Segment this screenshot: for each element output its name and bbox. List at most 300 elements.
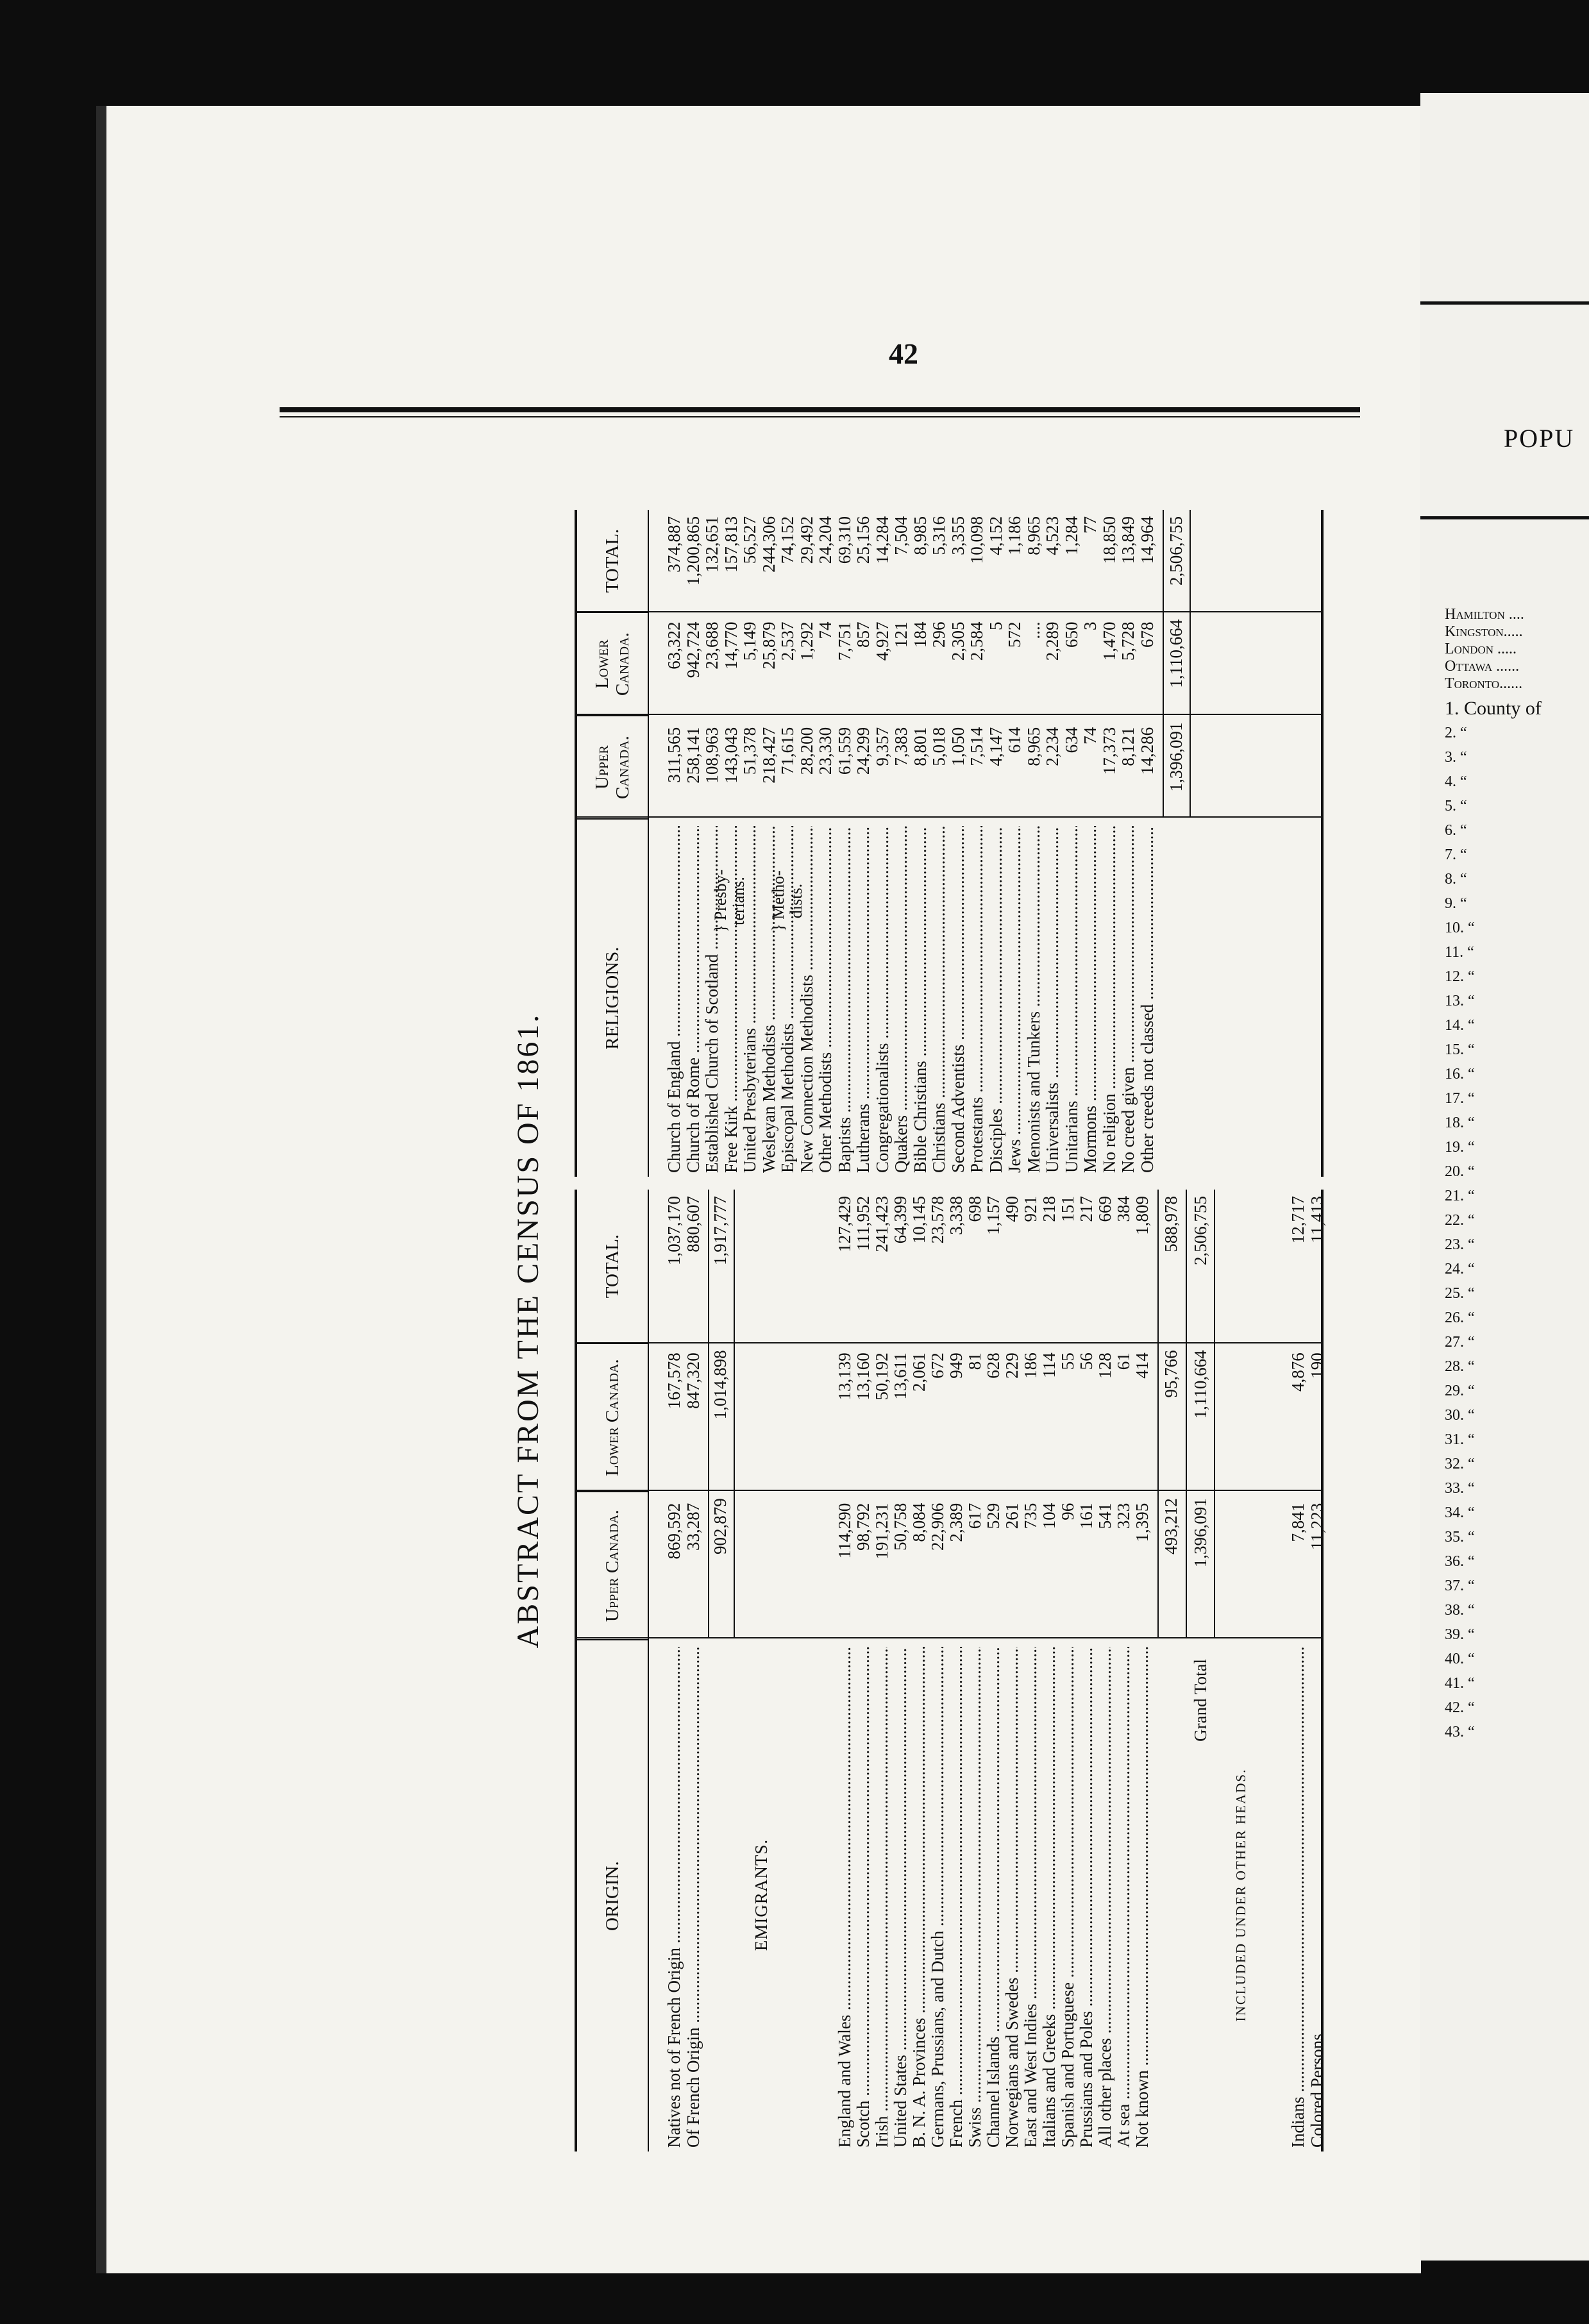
grand-total-row [1191,1190,1210,2151]
cell-lower: 1,470 [1099,621,1119,661]
included-heading: INCLUDED UNDER OTHER HEADS. [1233,1768,1248,2022]
cell-label: Church of Rome ..... [684,826,703,1177]
cell-total: 490 [1002,1196,1022,1222]
subtotal-rule [708,1190,709,1638]
cell-upper: 104 [1039,1503,1059,1529]
religion-row [1043,510,1062,1177]
cell-label: All other places ..... [1095,1647,1114,2151]
county-entry: 38. “ [1445,1602,1475,1619]
cell-upper: 74 [1080,727,1100,745]
emigrant-row [1077,1190,1096,2151]
county-entry: 42. “ [1445,1699,1475,1716]
cell-total: 218 [1039,1196,1059,1222]
cell-lower: 121 [891,621,911,648]
cell-label: Swiss ..... [965,1647,984,2151]
cell-label: Free Kirk ..... [721,826,741,1177]
county-entry: 16. “ [1445,1066,1475,1082]
cell-upper: 14,286 [1137,727,1157,775]
cell-total: 11,413 [1307,1196,1327,1243]
cell-upper: 634 [1061,727,1081,754]
cell-total: 2,506,755 [1166,516,1186,586]
cell-upper: 4,147 [986,727,1005,766]
cell-label: Prussians and Poles ..... [1077,1647,1096,2151]
cell-upper: 493,212 [1161,1498,1181,1554]
cell-total: 1,200,865 [683,516,703,585]
cell-label: Natives not of French Origin ..... [664,1647,684,2151]
cell-total: 14,964 [1137,516,1157,564]
cell-upper: 735 [1021,1503,1040,1529]
cell-lower: 650 [1061,621,1081,648]
cell-total: 132,651 [702,516,721,573]
emigrants-heading: EMIGRANTS. [752,1839,771,1951]
county-entry: 8. “ [1445,871,1467,888]
religion-row [853,510,873,1177]
subtotal-rule [1186,1190,1187,1638]
cell-lower: 2,289 [1043,621,1062,661]
cell-total: 111,952 [853,1196,873,1251]
cell-total: 151 [1058,1196,1077,1222]
cell-lower: 2,584 [967,621,986,661]
census-page [96,106,1421,2273]
emigrant-row [1002,1190,1022,2151]
county-entry: 10. “ [1445,920,1475,936]
religion-header: RELIGIONS. [577,818,648,1177]
cell-upper: 617 [965,1503,984,1529]
cell-lower: 942,724 [683,621,703,678]
cell-lower: 4,876 [1288,1352,1307,1392]
religion-row [948,510,968,1177]
cell-lower: 184 [910,621,930,648]
religion-row [1080,510,1100,1177]
city-entry: Hamilton .... [1445,606,1524,623]
cell-label: At sea ..... [1114,1647,1133,2151]
cell-upper: 7,383 [891,727,911,766]
emigrant-row [1095,1190,1114,2151]
cell-total: 921 [1021,1196,1040,1222]
cell-label: Colored Persons ..... [1307,1647,1327,2151]
cell-label: No religion ..... [1100,826,1119,1177]
cell-lower: 74 [816,621,835,639]
religion-row [797,510,816,1177]
county-entry: 23. “ [1445,1236,1475,1253]
cell-label: England and Wales ..... [835,1647,854,2151]
cell-upper: 1,050 [948,727,968,766]
census-title: ABSTRACT FROM THE CENSUS OF 1861. [511,1013,545,1649]
county-entry: 2. “ [1445,725,1467,741]
cell-upper: 2,234 [1043,727,1062,766]
religion-upper-header: Upper Canada. [577,715,648,818]
cell-total: 1,186 [1005,516,1024,555]
cell-upper: 23,330 [816,727,835,775]
cell-label: Scotch ..... [853,1647,873,2151]
cell-total: 10,098 [967,516,986,564]
county-entry: 24. “ [1445,1261,1475,1277]
cell-label: Other creeds not classed ..... [1138,826,1157,1177]
cell-upper: 8,965 [1023,727,1043,766]
cell-upper: 22,906 [928,1503,947,1551]
cell-upper: 61,559 [834,727,854,775]
cell-lower: 14,770 [721,621,741,669]
cell-upper: 614 [1005,727,1024,754]
religion-total-header: TOTAL. [602,528,623,593]
cell-lower: 847,320 [684,1352,703,1409]
cell-label: Channel Islands ..... [984,1647,1003,2151]
cell-upper: 902,879 [710,1498,730,1554]
religion-row [986,510,1005,1177]
next-page-rule [1420,301,1589,305]
cell-lower: 672 [928,1352,947,1379]
cell-label: United Presbyterians ..... [740,826,759,1177]
county-entry: 26. “ [1445,1309,1475,1326]
county-entry: 5. “ [1445,798,1467,814]
religion-row [816,510,835,1177]
cell-total: 64,399 [891,1196,910,1244]
religion-row [1005,510,1024,1177]
county-entry: 11. “ [1445,944,1474,961]
county-entry: 13. “ [1445,993,1475,1009]
methodists-brace: } Metho- dists. [769,870,805,932]
cell-total: 56,527 [740,516,759,564]
header-rule-thick [280,407,1360,412]
cell-lower: 61 [1114,1352,1133,1370]
cell-total: 1,917,777 [710,1196,730,1265]
cell-upper: 1,395 [1132,1503,1152,1542]
cell-total: 77 [1080,516,1100,534]
religion-row [967,510,986,1177]
religion-row [891,510,911,1177]
cell-lower: 572 [1005,621,1024,648]
rotated-table-area [504,484,1402,2177]
cell-total: 384 [1114,1196,1133,1222]
cell-label: Bible Christians ..... [911,826,930,1177]
religion-row [1118,510,1138,1177]
cell-total: 8,985 [910,516,930,555]
cell-lower: 7,751 [834,621,854,661]
emigrant-row [1039,1190,1059,2151]
cell-upper: 323 [1114,1503,1133,1529]
emigrant-row [984,1190,1003,2151]
cell-total: 374,887 [664,516,684,573]
total-rule [1163,510,1164,818]
header-rule-thin [280,416,1360,417]
cell-total: 8,965 [1023,516,1043,555]
cell-upper: 5,018 [929,727,948,766]
cell-total: 157,813 [721,516,741,573]
cell-label: Lutherans ..... [853,826,873,1177]
cell-upper: 51,378 [740,727,759,775]
next-page-rule [1420,516,1589,519]
cell-lower: 949 [946,1352,966,1379]
cell-total: 127,429 [835,1196,854,1252]
county-entry: 37. “ [1445,1578,1475,1594]
cell-label: Other Methodists ..... [816,826,835,1177]
emigrant-row [835,1190,854,2151]
cell-upper: 28,200 [796,727,816,775]
cell-total: 1,284 [1061,516,1081,555]
county-entry: 29. “ [1445,1383,1475,1399]
cell-lower: 2,305 [948,621,968,661]
emigrant-row [946,1190,966,2151]
origin-upper-header: Upper Canada. [577,1491,648,1639]
origin-total-header: TOTAL. [602,1234,623,1299]
cell-lower: 1,110,664 [1191,1350,1210,1419]
cell-lower: 5,149 [740,621,759,661]
cell-label: Spanish and Portuguese ..... [1058,1647,1077,2151]
cell-upper: 98,792 [853,1503,873,1551]
origin-row [664,1190,684,2151]
county-entry: 36. “ [1445,1553,1475,1570]
cell-upper: 96 [1058,1503,1077,1520]
cell-upper: 50,758 [891,1503,910,1551]
county-entry: 30. “ [1445,1407,1475,1424]
cell-label: Quakers ..... [891,826,911,1177]
subtotal-rule [1157,1190,1159,1638]
cell-lower: 186 [1021,1352,1040,1379]
cell-upper: 33,287 [684,1503,703,1551]
cell-label: Irish ..... [872,1647,891,2151]
cell-label: B. N. A. Provinces ..... [909,1647,929,2151]
cell-total: 3,355 [948,516,968,555]
religion-row [911,510,930,1177]
religion-row [721,510,741,1177]
cell-label: Germans, Prussians, and Dutch ..... [928,1647,947,2151]
cell-lower: 63,322 [664,621,684,669]
cell-lower: 13,160 [853,1352,873,1401]
subtotal-rule [1214,1190,1215,1638]
county-entry: 31. “ [1445,1431,1475,1448]
religion-row [1138,510,1157,1177]
emigrant-row [853,1190,873,2151]
origin-row [684,1190,703,2151]
total-rule [1190,510,1191,818]
cell-label [1161,1640,1181,2151]
cell-lower: 50,192 [872,1352,891,1401]
emigrant-row [965,1190,984,2151]
cell-total: 4,523 [1043,516,1062,555]
religion-total-row [1166,510,1186,1177]
included-row [1307,1190,1327,2151]
cell-upper: 71,615 [778,727,797,775]
page-number: 42 [889,337,918,370]
cell-label: Norwegians and Swedes ..... [1002,1647,1022,2151]
cell-label: Mormons ..... [1080,826,1100,1177]
emigrant-row [1058,1190,1077,2151]
cell-label: French ..... [946,1647,966,2151]
religion-row [702,510,721,1177]
cell-lower: 190 [1307,1352,1327,1379]
city-entry: Kingston..... [1445,623,1523,640]
religion-row [873,510,892,1177]
cell-lower: 13,139 [835,1352,854,1401]
cell-lower: 56 [1077,1352,1096,1370]
religion-row [684,510,703,1177]
cell-upper: 218,427 [759,727,778,784]
cell-lower: 296 [929,621,948,648]
county-entry: 18. “ [1445,1115,1475,1131]
cell-total: 217 [1077,1196,1096,1222]
cell-total: 880,607 [684,1196,703,1252]
cell-label [1166,819,1186,1177]
cell-label: Wesleyan Methodists ..... [759,826,778,1177]
cell-total: 25,156 [853,516,873,564]
emigrant-row [928,1190,947,2151]
cell-lower: 95,766 [1161,1350,1181,1398]
cell-label: Baptists ..... [835,826,854,1177]
cell-lower: 2,537 [778,621,797,661]
cell-label: Protestants ..... [967,826,986,1177]
cell-upper: 529 [984,1503,1003,1529]
religion-row [778,510,797,1177]
emigrants-total-row [1161,1190,1181,2151]
cell-lower: 414 [1132,1352,1152,1379]
county-entry: 14. “ [1445,1017,1475,1034]
cell-label: Jews ..... [1005,826,1024,1177]
religion-table [575,510,1324,1177]
cell-upper: 143,043 [721,727,741,784]
county-entry: 22. “ [1445,1212,1475,1229]
cell-total: 24,204 [816,516,835,564]
next-page-fragment [1420,93,1589,2261]
county-entry: 40. “ [1445,1651,1475,1667]
cell-total: 69,310 [834,516,854,564]
cell-upper: 24,299 [853,727,873,775]
religion-row [664,510,684,1177]
religion-row [759,510,778,1177]
county-entry: 28. “ [1445,1358,1475,1375]
cell-total: 13,849 [1118,516,1138,564]
cell-lower: 678 [1137,621,1157,648]
county-entry: 32. “ [1445,1456,1475,1472]
cell-upper: 258,141 [683,727,703,784]
natives-total-row [710,1190,730,2151]
cell-label: No creed given ..... [1118,826,1138,1177]
origin-lower-header: Lower Canada. [577,1343,648,1491]
cell-label: Second Adventists ..... [948,826,968,1177]
cell-label: Grand Total [1191,1659,1210,1742]
cell-upper: 1,396,091 [1191,1498,1210,1568]
cell-label: United States ..... [891,1647,910,2151]
cell-upper: 869,592 [664,1503,684,1560]
religion-row [835,510,854,1177]
emigrant-row [891,1190,910,2151]
county-entry: 25. “ [1445,1285,1475,1302]
cell-total: 1,809 [1132,1196,1152,1235]
cell-lower: 628 [984,1352,1003,1379]
presbyterians-brace: } Presby- terians. [711,869,748,933]
presbyterians-label: Presby- terians. [711,869,748,925]
cell-total: 3,338 [946,1196,966,1235]
county-entry: 7. “ [1445,846,1467,863]
cell-label: Disciples ..... [986,826,1005,1177]
cell-lower: 128 [1095,1352,1114,1379]
city-entry: Toronto...... [1445,675,1523,692]
county-entry: 17. “ [1445,1090,1475,1107]
county-entry: 21. “ [1445,1188,1475,1204]
cell-upper: 7,841 [1288,1503,1307,1542]
cell-label: Universalists ..... [1043,826,1062,1177]
cell-upper: 8,801 [910,727,930,766]
county-entry: 20. “ [1445,1163,1475,1180]
county-entry: 43. “ [1445,1724,1475,1740]
religion-row [1024,510,1043,1177]
cell-upper: 9,357 [872,727,892,766]
religion-row [929,510,948,1177]
county-entry: 12. “ [1445,968,1475,985]
cell-total: 5,316 [929,516,948,555]
cell-upper: 7,514 [967,727,986,766]
emigrant-row [1132,1190,1152,2151]
cell-lower: 1,110,664 [1166,619,1186,688]
cell-label: East and West Indies ..... [1021,1647,1040,2151]
cell-lower: 13,611 [891,1352,910,1400]
emigrant-row [1114,1190,1133,2151]
county-entry: 27. “ [1445,1334,1475,1351]
cell-total: 4,152 [986,516,1005,555]
origin-header: ORIGIN. [577,1639,648,2151]
county-entry: 1. County of [1445,698,1542,719]
cell-label: Congregationalists ..... [873,826,892,1177]
county-entry: 6. “ [1445,822,1467,839]
cell-total: 588,978 [1161,1196,1181,1252]
cell-upper: 191,231 [872,1503,891,1560]
cell-upper: 311,565 [664,727,684,783]
cell-total: 241,423 [872,1196,891,1252]
cell-lower: 55 [1058,1352,1077,1370]
cell-upper: 114,290 [835,1503,854,1559]
religion-lower-header: Lower Canada. [577,612,648,715]
cell-lower: 857 [853,621,873,648]
cell-lower: .... [1023,621,1043,639]
cell-label: Established Church of Scotland ..... [702,826,721,1177]
cell-label [710,1640,730,2151]
county-entry: 34. “ [1445,1504,1475,1521]
cell-upper: 261 [1002,1503,1022,1529]
cell-upper: 8,121 [1118,727,1138,766]
cell-total: 669 [1095,1196,1114,1222]
emigrant-row [909,1190,929,2151]
cell-label: Of French Origin ..... [684,1647,703,2151]
county-entry: 9. “ [1445,895,1467,912]
county-entry: 33. “ [1445,1480,1475,1497]
cell-lower: 25,879 [759,621,778,669]
city-entry: Ottawa ...... [1445,658,1520,675]
cell-total: 244,306 [759,516,778,573]
origin-table-body [652,1190,1327,2151]
cell-total: 7,504 [891,516,911,555]
cell-lower: 3 [1080,621,1100,630]
origin-table [575,1190,1327,2151]
cell-label: New Connection Methodists ..... [797,826,816,1177]
cell-total: 1,157 [984,1196,1003,1235]
cell-total: 74,152 [778,516,797,564]
city-entry: London ..... [1445,641,1517,657]
emigrant-row [1021,1190,1040,2151]
cell-label: Indians ..... [1288,1647,1307,2151]
cell-upper: 17,373 [1099,727,1119,775]
cell-upper: 108,963 [702,727,721,784]
county-entry: 19. “ [1445,1139,1475,1156]
cell-total: 23,578 [928,1196,947,1244]
cell-lower: 1,014,898 [710,1350,730,1420]
cell-lower: 5,728 [1118,621,1138,661]
next-page-title: POPU [1504,424,1575,453]
cell-lower: 4,927 [872,621,892,661]
cell-label: Menonists and Tunkers ..... [1024,826,1043,1177]
cell-total: 2,506,755 [1191,1196,1210,1265]
religion-table-header [577,510,649,1177]
cell-upper: 11,223 [1307,1503,1327,1550]
county-entry: 41. “ [1445,1675,1475,1692]
